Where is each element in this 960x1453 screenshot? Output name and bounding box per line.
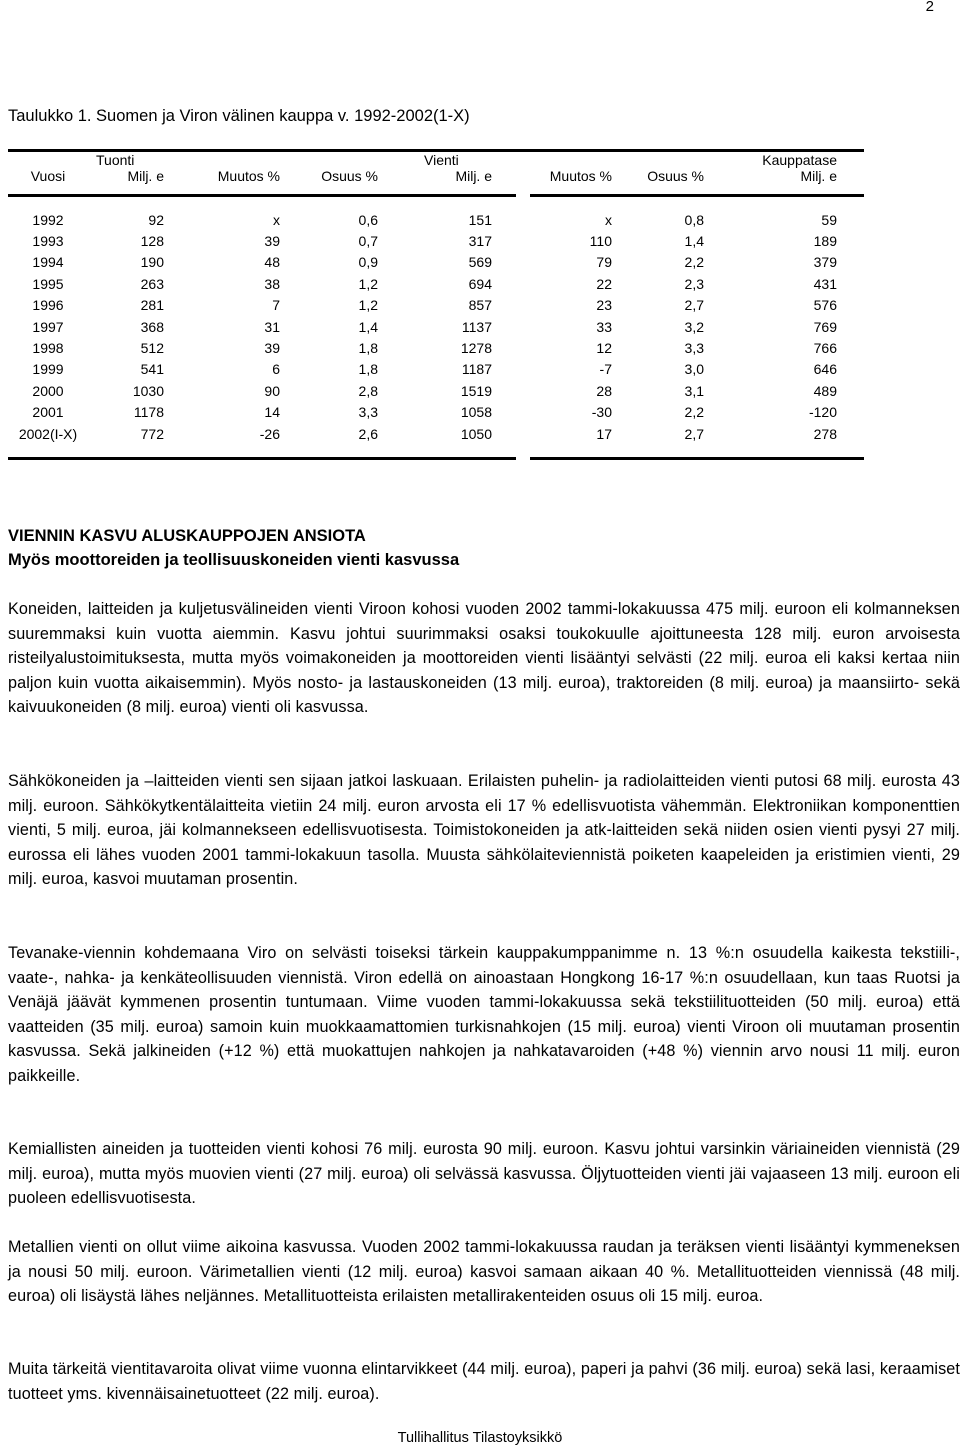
cell-export: 569 [468, 254, 492, 271]
cell-import-share: 1,2 [358, 297, 378, 314]
cell-import-share: 0,9 [358, 254, 378, 271]
cell-export-share: 1,4 [684, 233, 704, 250]
cell-export-change: 12 [596, 340, 612, 357]
trade-table-body [8, 209, 864, 444]
cell-import-share: 1,8 [358, 361, 378, 378]
cell-export: 857 [468, 297, 492, 314]
article-body [8, 597, 960, 720]
cell-import-share: 2,8 [358, 382, 378, 399]
cell-year: 1994 [32, 254, 64, 271]
cell-balance: 766 [813, 340, 837, 357]
cell-import-change: 90 [264, 382, 280, 399]
header-balance-label: Kauppatase [762, 152, 837, 168]
table-row [8, 273, 864, 294]
paragraph-metals: Metallien vienti on ollut viime aikoina kasvussa. Vuoden 2002 tammi-lokakuussa raudan ja teräksen vienti lisääntyi kymmeneksen ja nousi 50 milj. euroon. Värimetallien vienti (12 milj. euroa) kasvoi samaan aikaan 40 %. Metallituotteiden viennissä (48 milj. euroa) oli lisäystä lähes neljännes. Metallituotteista erilaisten metallirakenteiden osuus oli 15 milj. euroa. [8, 1238, 960, 1305]
paragraph-machinery: Koneiden, laitteiden ja kuljetusvälineiden vienti Viroon kohosi vuoden 2002 tammi-lokakuussa 475 milj. euroon eli kolmanneksen suuremmaksi kuin vuotta aiemmin. Kasvu johtui suurimmaksi osaksi toukokuulle ajoittuneesta 128 milj. euron arvoisesta risteilyalustoimituksesta, mutta myös voimakoneiden ja moottoreiden vienti lisääntyi selvästi (22 milj. euroa eli kaksi kertaa niin paljon kuin vuotta aikaisemmin). Myös nosto- ja lastauskoneiden (13 milj. euroa), traktoreiden (8 milj. euroa) ja maansiirto- sekä kaivuukoneiden (8 milj. euroa) vienti oli kasvussa. [8, 600, 960, 716]
cell-export-share: 3,1 [684, 382, 704, 399]
paragraph-electrical: Sähkökoneiden ja –laitteiden vienti sen sijaan jatkoi laskuaan. Erilaisten puhelin- ja radiolaitteiden vienti putosi 68 milj. eurosta 43 milj. euroon. Sähkökytkentälaitteita vietiin 24 milj. euron arvosta eli 17 % edellisvuotista vähemmän. Elektroniikan komponenttien vienti, 5 milj. euroa, jäi kolmannekseen edellisvuotisesta. Toimistokoneiden ja atk-laitteiden sekä niiden osien vienti pysyi 27 milj. eurossa eli lähes vuoden 2001 tammi-lokakuun tasolla. Muusta sähkölaiteviennistä poiketen kaapeleiden ja eristimien vienti, 29 milj. euroa, kasvoi muutaman prosentin. [8, 772, 960, 888]
table-row [8, 380, 864, 401]
cell-year: 1997 [32, 318, 64, 335]
cell-balance: 489 [813, 382, 837, 399]
cell-import-change: 39 [264, 340, 280, 357]
cell-export-change: 17 [596, 425, 612, 442]
header-balance-unit: Milj. e [800, 168, 837, 184]
article-body-5 [8, 1235, 960, 1309]
cell-import: 512 [140, 340, 164, 357]
cell-year: 2001 [32, 404, 64, 421]
cell-year: 1998 [32, 340, 64, 357]
cell-export-share: 2,7 [684, 297, 704, 314]
cell-balance: 576 [813, 297, 837, 314]
table-row [8, 359, 864, 380]
cell-year: 1996 [32, 297, 64, 314]
table-bottom-rule [8, 457, 864, 460]
cell-year: 2002(I-X) [18, 425, 78, 442]
col-header-import-unit [88, 152, 164, 184]
cell-export-change: -30 [591, 404, 612, 421]
cell-export: 1137 [461, 318, 492, 335]
cell-export-share: 3,3 [684, 340, 704, 357]
col-header-import-share: Osuus % [321, 168, 378, 184]
table-row [8, 230, 864, 251]
cell-export-change: 28 [596, 382, 612, 399]
cell-balance: 431 [813, 275, 837, 292]
paragraph-chemicals: Kemiallisten aineiden ja tuotteiden vienti kohosi 76 milj. eurosta 90 milj. euroon. Kasvu johtui varsinkin väriaineiden viennistä (29 milj. euroa), mutta myös muovien vienti (27 milj. euroa) oli selvässä kasvussa. Öljytuotteiden vienti jäi vajaaseen 13 milj. euroon eli puoleen edellisvuotisesta. [8, 1140, 960, 1207]
col-header-export-share: Osuus % [647, 168, 704, 184]
cell-import-change: 48 [264, 254, 280, 271]
table-row [8, 295, 864, 316]
cell-export: 151 [468, 211, 492, 228]
cell-import: 772 [140, 425, 164, 442]
cell-import-share: 1,8 [358, 340, 378, 357]
article-body-4 [8, 1137, 960, 1211]
table-mid-rule [8, 194, 864, 197]
cell-export: 1187 [461, 361, 492, 378]
cell-import: 190 [140, 254, 164, 271]
header-export-unit: Milj. e [455, 168, 492, 184]
table-body [8, 209, 864, 444]
cell-export-share: 2,2 [684, 254, 704, 271]
cell-export-share: 3,2 [684, 318, 704, 335]
col-header-export-change: Muutos % [549, 168, 612, 184]
cell-export: 317 [468, 233, 492, 250]
cell-year: 1995 [32, 275, 64, 292]
article-body-2 [8, 769, 960, 892]
cell-export: 1278 [460, 340, 492, 357]
paragraph-other-exports: Muita tärkeitä vientitavaroita olivat viime vuonna elintarvikkeet (44 milj. euroa), paperi ja pahvi (36 milj. euroa) sekä lasi, keraamiset tuotteet yms. kivennäisainetuotteet (22 milj. euroa). [8, 1360, 960, 1403]
header-import-label: Tuonti [96, 152, 135, 168]
cell-year: 1993 [32, 233, 64, 250]
col-header-export-unit [378, 152, 492, 184]
table-row [8, 252, 864, 273]
cell-import-change: 31 [264, 318, 280, 335]
col-header-import-change: Muutos % [217, 168, 280, 184]
cell-import-change: 7 [272, 297, 280, 314]
cell-export-change: -7 [599, 361, 612, 378]
cell-export-change: 22 [596, 275, 612, 292]
cell-import-share: 0,7 [358, 233, 378, 250]
cell-export-share: 0,8 [684, 211, 704, 228]
cell-export-change: 110 [589, 233, 612, 250]
cell-import: 1030 [132, 382, 164, 399]
cell-balance: 646 [813, 361, 837, 378]
cell-export-share: 2,7 [684, 425, 704, 442]
cell-export-change: 33 [596, 318, 612, 335]
section-subheading: Myös moottoreiden ja teollisuuskoneiden vienti kasvussa [8, 551, 460, 569]
cell-import: 1178 [133, 404, 164, 421]
section-heading: VIENNIN KASVU ALUSKAUPPOJEN ANSIOTA [8, 527, 366, 545]
cell-balance: 189 [813, 233, 837, 250]
table-header [8, 152, 864, 184]
trade-table-grid [8, 152, 864, 184]
cell-export-change: 79 [596, 254, 612, 271]
cell-import-share: 1,4 [358, 318, 378, 335]
cell-balance: 59 [821, 211, 837, 228]
table-row [8, 423, 864, 444]
cell-import-change: 38 [264, 275, 280, 292]
cell-import: 368 [140, 318, 164, 335]
cell-year: 1992 [32, 211, 64, 228]
page-number: 2 [925, 0, 934, 15]
cell-import-share: 0,6 [358, 211, 378, 228]
table-row [8, 316, 864, 337]
cell-import-change: 6 [272, 361, 280, 378]
cell-import: 263 [140, 275, 164, 292]
cell-import: 541 [140, 361, 164, 378]
table-title: Taulukko 1. Suomen ja Viron välinen kauppa v. 1992-2002(1-X) [8, 107, 470, 125]
cell-import: 281 [140, 297, 164, 314]
table-row [8, 402, 864, 423]
table-row [8, 209, 864, 230]
table-row [8, 337, 864, 358]
cell-import: 128 [140, 233, 164, 250]
cell-export-change: 23 [596, 297, 612, 314]
page-footer: Tullihallitus Tilastoyksikkö [397, 1430, 563, 1446]
cell-export-share: 2,2 [684, 404, 704, 421]
cell-export: 1519 [460, 382, 492, 399]
header-import-unit: Milj. e [127, 168, 164, 184]
cell-import-share: 2,6 [358, 425, 378, 442]
cell-export-share: 2,3 [684, 275, 704, 292]
cell-import-change: 14 [264, 404, 280, 421]
cell-year: 1999 [32, 361, 64, 378]
cell-balance: 769 [813, 318, 837, 335]
header-export-label: Vienti [424, 152, 459, 168]
cell-balance: 278 [813, 425, 837, 442]
trade-table [8, 149, 864, 460]
cell-export: 694 [468, 275, 492, 292]
cell-import: 92 [148, 211, 164, 228]
cell-balance: -120 [808, 404, 837, 421]
paragraph-textiles: Tevanake-viennin kohdemaana Viro on selvästi toiseksi tärkein kauppakumppanimme n. 13 %:n osuudella kaikesta tekstiili-, vaate-, nahka- ja kenkäteollisuuden viennistä. Viron edellä on ainoastaan Hongkong 16-17 %:n osuudellaan, kun taas Ruotsi ja Venäjä jäävät kymmenen prosentin tuntumaan. Viime vuoden tammi-lokakuussa sekä tekstiilituotteiden (50 milj. euroa) että vaatteiden (35 milj. euroa) samoin kuin muokkaamattomien turkisnahkojen (15 milj. euroa) vienti Viroon oli muutaman prosentin kasvussa. Sekä jalkineiden (+12 %) että muokattujen nahkojen ja nahkatavaroiden (+48 %) viennin arvo nousi 11 milj. euron paikkeille. [8, 944, 960, 1085]
cell-import-change: -26 [259, 425, 280, 442]
cell-export-share: 3,0 [684, 361, 704, 378]
cell-export-change: x [605, 211, 612, 228]
cell-year: 2000 [32, 382, 64, 399]
cell-import-share: 1,2 [358, 275, 378, 292]
cell-export: 1058 [460, 404, 492, 421]
article-body-6 [8, 1357, 960, 1406]
article-body-3 [8, 941, 960, 1088]
cell-import-change: x [273, 211, 280, 228]
cell-export: 1050 [460, 425, 492, 442]
cell-import-change: 39 [264, 233, 280, 250]
cell-balance: 379 [813, 254, 837, 271]
cell-import-share: 3,3 [358, 404, 378, 421]
col-header-year: Vuosi [30, 168, 66, 184]
col-header-balance [704, 152, 864, 184]
